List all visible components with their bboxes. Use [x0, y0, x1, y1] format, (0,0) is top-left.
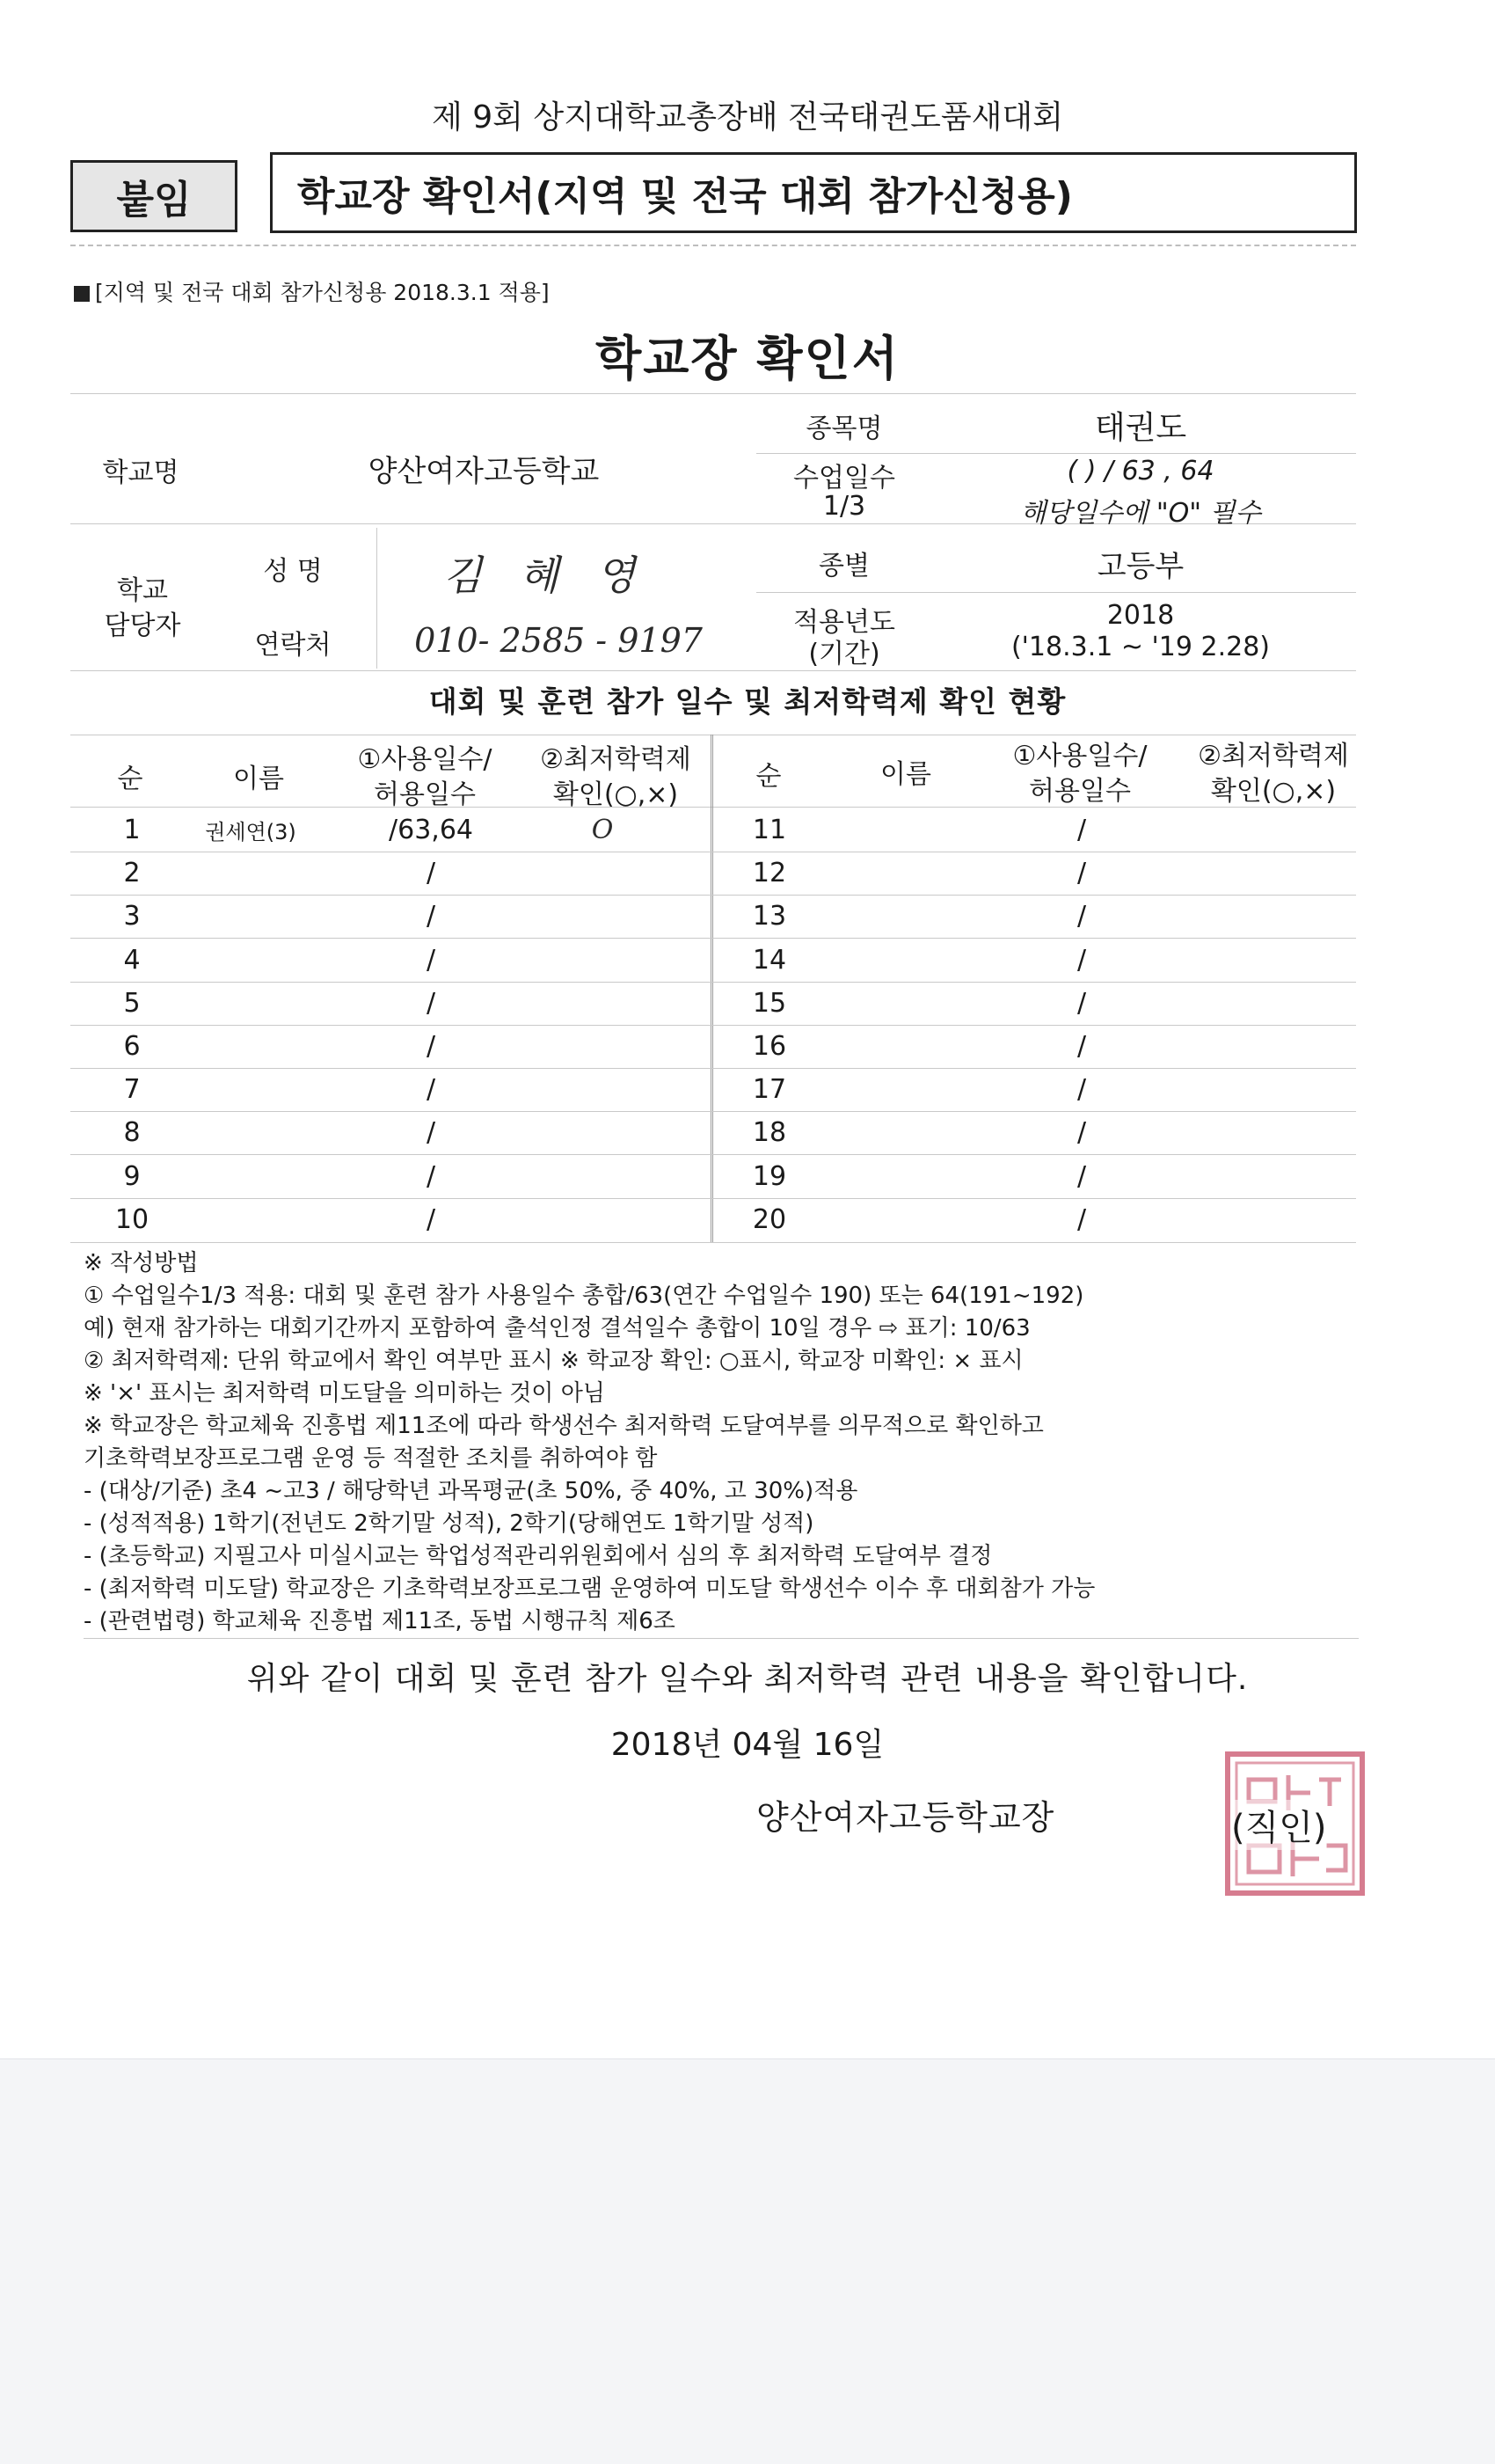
apply-year-label: 적용년도	[793, 607, 895, 638]
table-row-rule	[70, 1154, 1356, 1155]
used-days: /	[1076, 1204, 1087, 1235]
row-number: 3	[123, 901, 141, 932]
apply-period-value: ('18.3.1 ~ '19 2.28)	[1010, 632, 1271, 662]
info-rule	[70, 670, 1356, 671]
table-rule	[70, 807, 1356, 808]
header-days-right-line2: 허용일수	[1029, 776, 1131, 807]
used-days: /	[1076, 901, 1087, 932]
table-row	[84, 1069, 1359, 1112]
row-number: 16	[752, 1031, 787, 1062]
header-confirm-left-line2: 확인(○,×)	[552, 779, 679, 810]
square-bullet-icon	[74, 286, 90, 302]
info-rule	[70, 393, 1356, 394]
used-days: /	[426, 858, 436, 888]
used-days: /	[426, 1117, 436, 1148]
header-no-right: 순	[755, 761, 782, 792]
row-number: 7	[123, 1074, 141, 1105]
row-number: 17	[752, 1074, 787, 1105]
info-rule	[756, 453, 1356, 454]
confirmation-statement: 위와 같이 대회 및 훈련 참가 일수와 최저학력 관련 내용을 확인합니다.	[246, 1661, 1249, 1697]
header-confirm-right-line2: 확인(○,×)	[1210, 776, 1337, 807]
contact-name-handwritten: 김 혜 영	[442, 552, 648, 599]
row-number: 14	[752, 945, 787, 976]
application-note-text: [지역 및 전국 대회 참가신청용 2018.3.1 적용]	[95, 280, 550, 305]
class-days-value: ( ) / 63 , 64	[1067, 456, 1214, 486]
seal-label: (직인)	[1231, 1800, 1327, 1850]
instruction-line: 기초학력보장프로그램 운영 등 적절한 조치를 취하여야 함	[84, 1445, 658, 1472]
table-row	[84, 1156, 1359, 1199]
instruction-line: - (최저학력 미도달) 학교장은 기초학력보장프로그램 운영하여 미도달 학생선수 이수 후 대회참가 가능	[84, 1576, 1096, 1602]
header-name-left: 이름	[233, 764, 284, 794]
contact-label-line2: 담당자	[104, 611, 181, 641]
row-number: 12	[752, 858, 787, 888]
apply-year-value: 2018	[1106, 600, 1175, 631]
used-days: /	[1076, 1161, 1087, 1192]
instruction-line: - (초등학교) 지필고사 미실시교는 학업성적관리위원회에서 심의 후 최저학력 도달여부 결정	[84, 1543, 993, 1569]
table-row	[84, 896, 1359, 939]
sport-label: 종목명	[806, 413, 883, 444]
event-title: 제 9회 상지대학교총장배 전국태권도품새대회	[432, 99, 1063, 135]
row-number: 20	[752, 1204, 787, 1235]
header-no-left: 순	[117, 764, 143, 794]
table-row	[84, 1112, 1359, 1155]
instructions	[84, 1247, 1376, 1638]
table-row	[84, 940, 1359, 983]
table-row	[84, 809, 1359, 852]
used-days: /	[1076, 1031, 1087, 1062]
used-days: /	[1076, 945, 1087, 976]
info-rule	[756, 592, 1356, 593]
student-name: 권세연(3)	[205, 820, 296, 844]
header-days-right-line1: ①사용일수/	[1012, 741, 1148, 771]
contact-phone-handwritten: 010- 2585 - 9197	[414, 621, 703, 660]
row-number: 1	[123, 815, 141, 845]
used-days: /	[1076, 1117, 1087, 1148]
paper-lower-area	[0, 2058, 1495, 2464]
row-number: 6	[123, 1031, 141, 1062]
contact-label-line1: 학교	[117, 575, 168, 606]
academic-confirm: O	[591, 815, 614, 845]
header-confirm-left-line1: ②최저학력제	[540, 744, 691, 775]
used-days: /	[1076, 815, 1087, 845]
row-number: 5	[123, 988, 141, 1019]
class-days-label: 수업일수	[793, 463, 895, 494]
table-row	[84, 1199, 1359, 1242]
table-row	[84, 852, 1359, 896]
header-days-left-line2: 허용일수	[374, 779, 476, 810]
apply-period-label: (기간)	[808, 639, 880, 669]
instruction-line: - (대상/기준) 초4 ~고3 / 해당학년 과목평균(초 50%, 중 40%, 고 30%)적용	[84, 1478, 858, 1504]
confirmation-date: 2018년 04월 16일	[610, 1727, 885, 1763]
official-seal	[1222, 1749, 1367, 1898]
class-days-ratio: 1/3	[822, 491, 866, 522]
main-title: 학교장 확인서	[595, 331, 900, 386]
notes-rule	[84, 1638, 1359, 1639]
row-number: 10	[114, 1204, 150, 1235]
used-days: /63,64	[389, 815, 473, 845]
header-divider	[70, 245, 1356, 246]
instruction-line: ※ '×' 표시는 최저학력 미도달을 의미하는 것이 아님	[84, 1380, 605, 1407]
header-confirm-right-line1: ②최저학력제	[1198, 741, 1349, 771]
info-rule	[376, 528, 377, 669]
used-days: /	[426, 1204, 436, 1235]
school-label: 학교명	[102, 457, 179, 488]
row-number: 4	[123, 945, 141, 976]
table-row	[84, 983, 1359, 1026]
used-days: /	[426, 1161, 436, 1192]
row-number: 8	[123, 1117, 141, 1148]
used-days: /	[1076, 1074, 1087, 1105]
division-label: 종별	[819, 551, 870, 581]
instruction-line: 예) 현재 참가하는 대회기간까지 포함하여 출석인정 결석일수 총합이 10일 경우 ⇨ 표기: 10/63	[84, 1315, 1031, 1342]
used-days: /	[426, 1074, 436, 1105]
used-days: /	[426, 901, 436, 932]
row-number: 19	[752, 1161, 787, 1192]
class-days-note: 해당일수에 "O" 필수	[1020, 498, 1261, 529]
row-number: 11	[752, 815, 787, 845]
participation-section-title: 대회 및 훈련 참가 일수 및 최저학력제 확인 현황	[428, 684, 1067, 719]
phone-label: 연락처	[254, 630, 332, 661]
attachment-label: 붙임	[70, 160, 237, 232]
used-days: /	[1076, 988, 1087, 1019]
school-name: 양산여자고등학교	[368, 454, 600, 489]
row-number: 15	[752, 988, 787, 1019]
document-title: 학교장 확인서(지역 및 전국 대회 참가신청용)	[270, 152, 1357, 233]
division-value: 고등부	[1097, 549, 1185, 584]
table-row	[84, 1026, 1359, 1069]
table-rule	[70, 1242, 1356, 1243]
instruction-line: ※ 학교장은 학교체육 진흥법 제11조에 따라 학생선수 최저학력 도달여부를 의무적으로 확인하고	[84, 1413, 1044, 1439]
instruction-line: ② 최저학력제: 단위 학교에서 확인 여부만 표시 ※ 학교장 확인: ○표시, 학교장 미확인: × 표시	[84, 1348, 1024, 1374]
sport-value: 태권도	[1094, 410, 1187, 446]
application-note	[74, 275, 550, 307]
used-days: /	[426, 945, 436, 976]
name-label: 성 명	[263, 556, 323, 587]
header-days-left-line1: ①사용일수/	[357, 744, 492, 775]
header-name-right: 이름	[880, 759, 931, 790]
used-days: /	[426, 988, 436, 1019]
instruction-line: ※ 작성방법	[84, 1250, 199, 1276]
instruction-line: - (관련법령) 학교체육 진흥법 제11조, 동법 시행규칙 제6조	[84, 1608, 675, 1634]
instruction-line: - (성적적용) 1학기(전년도 2학기말 성적), 2학기(당해연도 1학기말 성적)	[84, 1510, 814, 1537]
row-number: 2	[123, 858, 141, 888]
row-number: 13	[752, 901, 787, 932]
row-number: 18	[752, 1117, 787, 1148]
table-row-rule	[70, 938, 1356, 939]
row-number: 9	[123, 1161, 141, 1192]
instruction-line: ① 수업일수1/3 적용: 대회 및 훈련 참가 사용일수 총합/63(연간 수업일수 190) 또는 64(191~192)	[84, 1283, 1084, 1309]
used-days: /	[426, 1031, 436, 1062]
used-days: /	[1076, 858, 1087, 888]
principal-name: 양산여자고등학교장	[756, 1798, 1055, 1837]
